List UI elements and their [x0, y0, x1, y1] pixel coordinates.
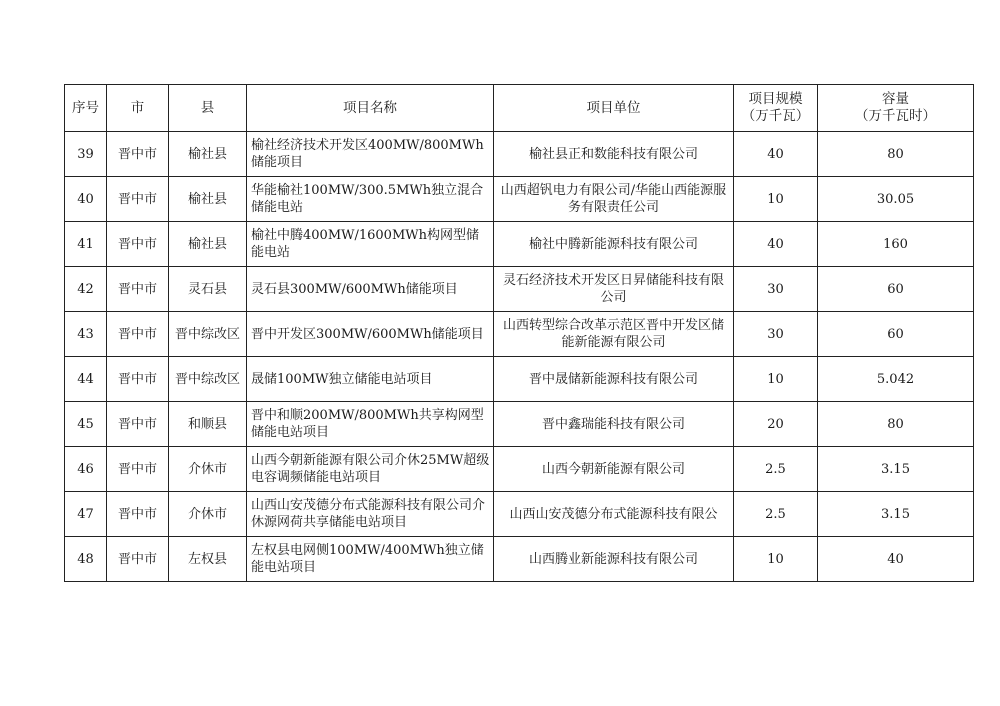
cell-project-name: 晋中和顺200MW/800MWh共享构网型储能电站项目 [247, 402, 494, 447]
header-project-name: 项目名称 [247, 85, 494, 132]
cell-scale: 40 [734, 222, 818, 267]
cell-project-name: 晋中开发区300MW/600MWh储能项目 [247, 312, 494, 357]
cell-seq: 46 [65, 447, 107, 492]
cell-seq: 47 [65, 492, 107, 537]
cell-project-name: 榆社经济技术开发区400MW/800MWh储能项目 [247, 132, 494, 177]
cell-seq: 41 [65, 222, 107, 267]
cell-scale: 2.5 [734, 492, 818, 537]
cell-capacity: 80 [818, 132, 974, 177]
cell-scale: 30 [734, 312, 818, 357]
cell-seq: 48 [65, 537, 107, 582]
table-row [65, 222, 974, 267]
header-capacity-line1: 容量 [882, 91, 909, 107]
cell-project-unit: 山西转型综合改革示范区晋中开发区储能新能源有限公司 [494, 312, 734, 357]
cell-seq: 45 [65, 402, 107, 447]
cell-capacity: 3.15 [818, 492, 974, 537]
cell-scale: 30 [734, 267, 818, 312]
cell-project-unit: 晋中晟储新能源科技有限公司 [494, 357, 734, 402]
cell-project-name: 晟储100MW独立储能电站项目 [247, 357, 494, 402]
cell-project-unit: 榆社中腾新能源科技有限公司 [494, 222, 734, 267]
table-row [65, 492, 974, 537]
cell-seq: 39 [65, 132, 107, 177]
cell-project-unit: 山西今朝新能源有限公司 [494, 447, 734, 492]
table-row [65, 267, 974, 312]
cell-capacity: 60 [818, 312, 974, 357]
cell-city: 晋中市 [107, 537, 169, 582]
cell-county: 左权县 [169, 537, 247, 582]
cell-county: 晋中综改区 [169, 312, 247, 357]
cell-scale: 2.5 [734, 447, 818, 492]
cell-capacity: 80 [818, 402, 974, 447]
header-capacity [818, 85, 974, 132]
header-scale-line1: 项目规模 [748, 91, 803, 107]
cell-county: 榆社县 [169, 132, 247, 177]
table-row [65, 177, 974, 222]
cell-city: 晋中市 [107, 312, 169, 357]
cell-seq: 40 [65, 177, 107, 222]
cell-project-name: 华能榆社100MW/300.5MWh独立混合储能电站 [247, 177, 494, 222]
cell-scale: 20 [734, 402, 818, 447]
cell-city: 晋中市 [107, 447, 169, 492]
cell-county: 和顺县 [169, 402, 247, 447]
header-row [65, 85, 974, 132]
cell-seq: 44 [65, 357, 107, 402]
cell-project-name: 左权县电网侧100MW/400MWh独立储能电站项目 [247, 537, 494, 582]
cell-county: 晋中综改区 [169, 357, 247, 402]
cell-seq: 42 [65, 267, 107, 312]
cell-county: 榆社县 [169, 177, 247, 222]
cell-seq: 43 [65, 312, 107, 357]
cell-scale: 10 [734, 357, 818, 402]
cell-county: 介休市 [169, 492, 247, 537]
cell-scale: 10 [734, 177, 818, 222]
cell-city: 晋中市 [107, 177, 169, 222]
cell-city: 晋中市 [107, 267, 169, 312]
cell-city: 晋中市 [107, 357, 169, 402]
header-scale-line2: （万千瓦） [741, 108, 810, 124]
cell-capacity: 30.05 [818, 177, 974, 222]
table-row [65, 357, 974, 402]
table-row [65, 447, 974, 492]
cell-project-unit: 山西腾业新能源科技有限公司 [494, 537, 734, 582]
cell-capacity: 40 [818, 537, 974, 582]
cell-scale: 10 [734, 537, 818, 582]
cell-project-unit: 灵石经济技术开发区日昇储能科技有限公司 [494, 267, 734, 312]
cell-county: 介休市 [169, 447, 247, 492]
table-row [65, 537, 974, 582]
cell-project-name: 山西今朝新能源有限公司介休25MW超级电容调频储能电站项目 [247, 447, 494, 492]
cell-project-name: 榆社中腾400MW/1600MWh构网型储能电站 [247, 222, 494, 267]
cell-city: 晋中市 [107, 222, 169, 267]
cell-capacity: 5.042 [818, 357, 974, 402]
header-scale [734, 85, 818, 132]
cell-project-unit: 榆社县正和数能科技有限公司 [494, 132, 734, 177]
cell-county: 榆社县 [169, 222, 247, 267]
header-county: 县 [169, 85, 247, 132]
table-row [65, 402, 974, 447]
header-project-unit: 项目单位 [494, 85, 734, 132]
header-seq: 序号 [65, 85, 107, 132]
cell-capacity: 160 [818, 222, 974, 267]
cell-capacity: 3.15 [818, 447, 974, 492]
cell-city: 晋中市 [107, 492, 169, 537]
cell-city: 晋中市 [107, 402, 169, 447]
table-row [65, 132, 974, 177]
cell-project-unit: 晋中鑫瑞能科技有限公司 [494, 402, 734, 447]
cell-scale: 40 [734, 132, 818, 177]
cell-project-name: 山西山安茂德分布式能源科技有限公司介休源网荷共享储能电站项目 [247, 492, 494, 537]
header-capacity-line2: （万千瓦时） [855, 108, 936, 124]
cell-project-name: 灵石县300MW/600MWh储能项目 [247, 267, 494, 312]
header-city: 市 [107, 85, 169, 132]
cell-city: 晋中市 [107, 132, 169, 177]
cell-project-unit: 山西山安茂德分布式能源科技有限公 [494, 492, 734, 537]
cell-capacity: 60 [818, 267, 974, 312]
project-table [64, 84, 974, 582]
cell-county: 灵石县 [169, 267, 247, 312]
table-row [65, 312, 974, 357]
cell-project-unit: 山西超钒电力有限公司/华能山西能源服务有限责任公司 [494, 177, 734, 222]
